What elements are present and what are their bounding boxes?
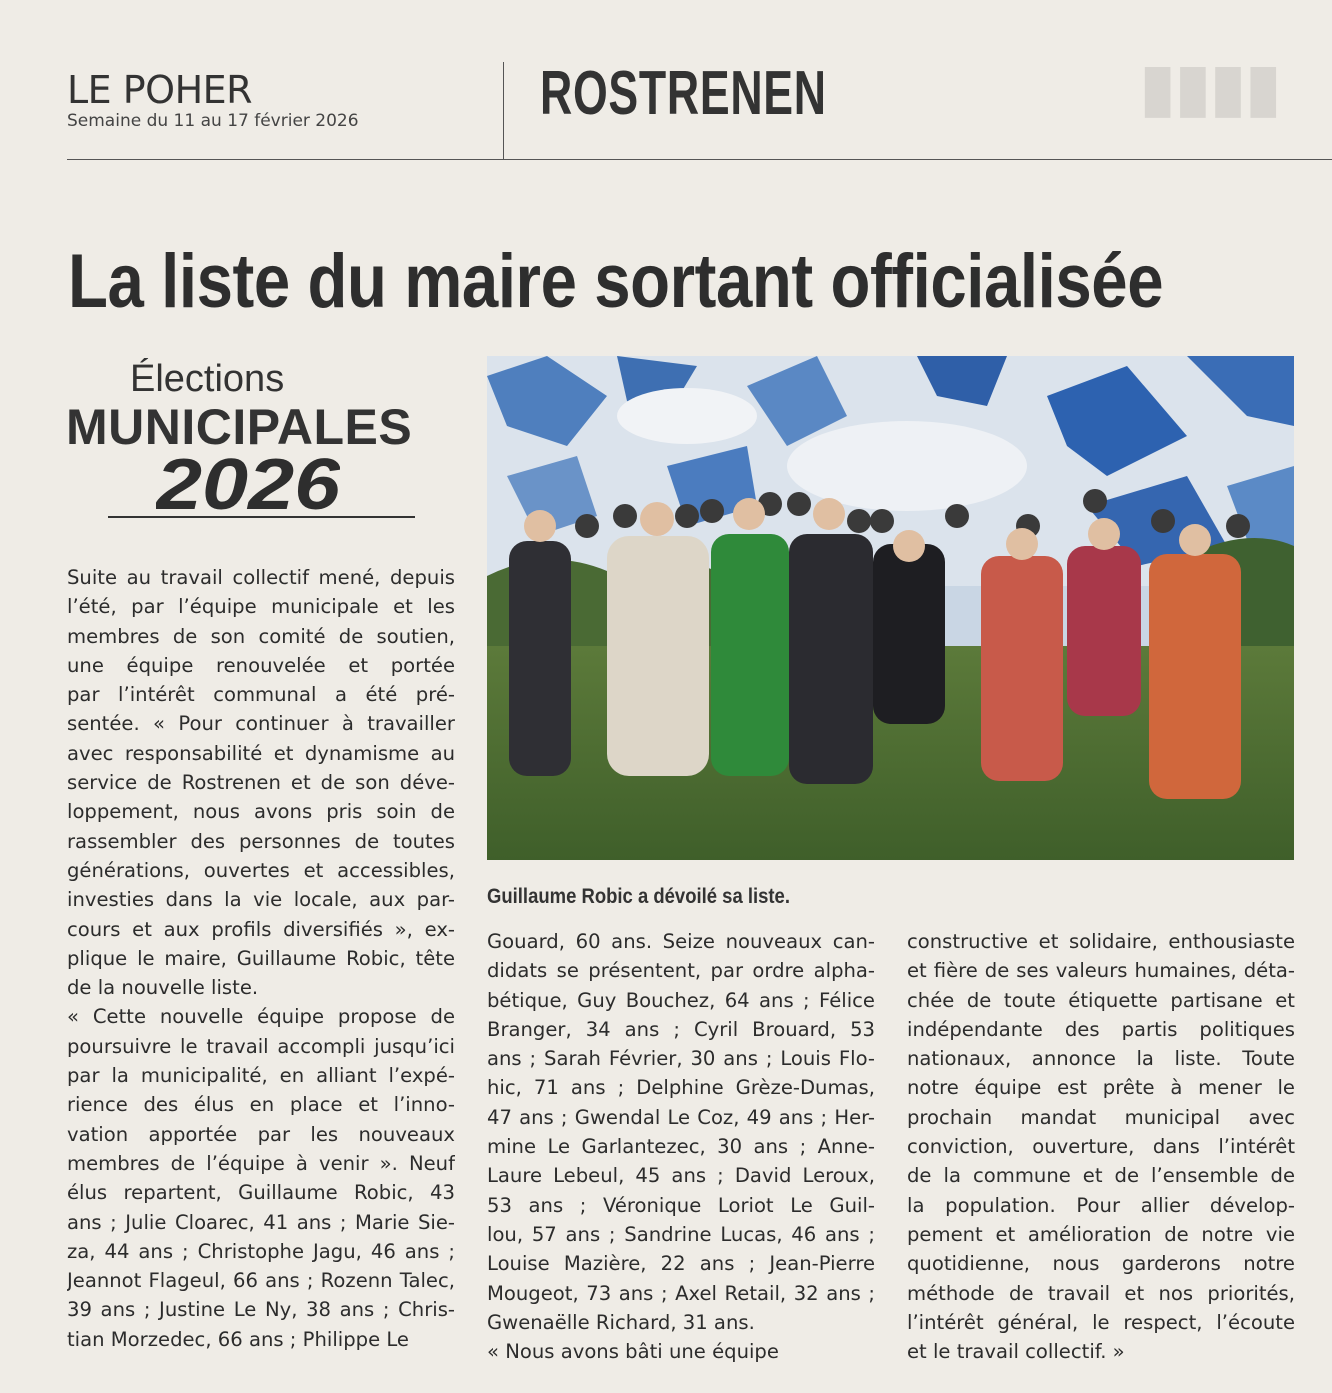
- article-text-line: l’été, par l’équipe municipale et les: [67, 595, 455, 619]
- article-text-line: Laure Lebeul, 45 ans ; David Leroux,: [487, 1164, 875, 1188]
- article-text-line: 53 ans ; Véronique Loriot Le Guil-: [487, 1193, 875, 1217]
- article-text-line: ans ; Julie Cloarec, 41 ans ; Marie Sie-: [67, 1210, 455, 1234]
- article-text-line: et le travail collectif. »: [907, 1340, 1125, 1364]
- article-text-line: élus repartent, Guillaume Robic, 43: [67, 1181, 455, 1205]
- article-text-line: par l’intérêt communal a été pré-: [67, 683, 455, 707]
- article-text-line: vation apportée par les nouveaux: [67, 1122, 455, 1146]
- article-text-line: mine Le Garlantezec, 30 ans ; Anne-: [487, 1135, 875, 1159]
- article-text-line: plique le maire, Guillaume Robic, tête: [67, 946, 455, 970]
- article-text-line: hic, 71 ans ; Delphine Grèze-Dumas,: [487, 1076, 875, 1100]
- article-text-line: pement et amélioration de notre vie: [907, 1222, 1295, 1246]
- photo-caption: Guillaume Robic a dévoilé sa liste.: [487, 885, 790, 908]
- article-text-line: cours et aux profils diversifiés », ex-: [67, 917, 455, 941]
- masthead-divider-horizontal: [67, 159, 1332, 160]
- article-text-line: ans ; Sarah Février, 30 ans ; Louis Flo-: [487, 1047, 875, 1071]
- article-text-line: didats se présentent, par ordre alpha-: [487, 959, 875, 983]
- article-text-line: quotidienne, nous garderons notre: [907, 1252, 1295, 1276]
- show-through-decoration: ▮▮▮▮: [1140, 51, 1281, 123]
- article-text-line: par la municipalité, en alliant l’expé-: [67, 1064, 455, 1088]
- section-title: ROSTRENEN: [540, 59, 827, 128]
- article-text-line: lou, 57 ans ; Sandrine Lucas, 46 ans ;: [487, 1222, 875, 1246]
- publication-name: LE POHER: [67, 68, 253, 112]
- article-text-line: chée de toute étiquette partisane et: [907, 988, 1295, 1012]
- article-text-line: « Nous avons bâti une équipe: [487, 1340, 779, 1364]
- article-text-line: prochain mandat municipal avec: [907, 1105, 1295, 1129]
- article-text-line: tian Morzedec, 66 ans ; Philippe Le: [67, 1327, 409, 1351]
- article-text-line: la population. Pour allier dévelop-: [907, 1193, 1295, 1217]
- article-text-line: notre équipe est prête à mener le: [907, 1076, 1295, 1100]
- article-text-line: poursuivre le travail accompli jusqu’ici: [67, 1034, 455, 1058]
- article-text-line: service de Rostrenen et de son déve-: [67, 771, 455, 795]
- article-text-line: « Cette nouvelle équipe propose de: [67, 1005, 455, 1029]
- badge-elections: Élections: [130, 358, 285, 400]
- article-column-2: [487, 927, 875, 1366]
- article-text-line: loppement, nous avons pris soin de: [67, 800, 455, 824]
- article-text-line: za, 44 ans ; Christophe Jagu, 46 ans ;: [67, 1239, 455, 1263]
- article-text-line: Jeannot Flageul, 66 ans ; Rozenn Talec,: [67, 1269, 455, 1293]
- article-text-line: Gouard, 60 ans. Seize nouveaux can-: [487, 930, 875, 953]
- article-text-line: Mougeot, 73 ans ; Axel Retail, 32 ans ;: [487, 1281, 875, 1305]
- article-text-line: nationaux, annonce la liste. Toute: [907, 1047, 1295, 1071]
- article-text-line: de la nouvelle liste.: [67, 976, 259, 1000]
- article-text-line: générations, ouvertes et accessibles,: [67, 858, 455, 882]
- article-text-line: méthode de travail et nos priorités,: [907, 1281, 1295, 1305]
- badge-underline: [108, 516, 415, 518]
- article-text-line: 47 ans ; Gwendal Le Coz, 49 ans ; Her-: [487, 1105, 875, 1129]
- article-text-line: membres de son comité de soutien,: [67, 624, 455, 648]
- article-text-line: Suite au travail collectif mené, depuis: [67, 566, 455, 589]
- article-text-line: 39 ans ; Justine Le Ny, 38 ans ; Chris-: [67, 1298, 455, 1322]
- article-text-line: indépendante des partis politiques: [907, 1017, 1295, 1041]
- group-photo: [487, 356, 1294, 860]
- article-text-line: sentée. « Pour continuer à travailler: [67, 712, 455, 736]
- article-text-line: conviction, ouverture, dans l’intérêt: [907, 1135, 1295, 1159]
- article-text-line: Branger, 34 ans ; Cyril Brouard, 53: [487, 1017, 875, 1041]
- article-text-line: Louise Mazière, 22 ans ; Jean-Pierre: [487, 1252, 875, 1276]
- article-text-line: avec responsabilité et dynamisme au: [67, 741, 455, 765]
- article-text-line: investies dans la vie locale, aux par-: [67, 888, 455, 912]
- article-text-line: une équipe renouvelée et portée: [67, 653, 455, 677]
- masthead-divider-vertical: [503, 62, 504, 160]
- article-text-line: rassembler des personnes de toutes: [67, 829, 455, 853]
- article-headline: La liste du maire sortant officialisée: [68, 239, 1164, 324]
- badge-year: 2026: [156, 445, 341, 516]
- article-column-3: [907, 927, 1295, 1366]
- article-text-line: constructive et solidaire, enthousiaste: [907, 930, 1295, 953]
- issue-date: Semaine du 11 au 17 février 2026: [67, 111, 359, 131]
- article-text-line: et fière de ses valeurs humaines, déta-: [907, 959, 1295, 983]
- article-text-line: l’intérêt général, le respect, l’écoute: [907, 1310, 1295, 1334]
- badge-municipales: MUNICIPALES: [66, 399, 413, 455]
- article-text-line: Gwenaëlle Richard, 31 ans.: [487, 1310, 755, 1334]
- article-text-line: membres de l’équipe à venir ». Neuf: [67, 1151, 455, 1175]
- article-text-line: bétique, Guy Bouchez, 64 ans ; Félice: [487, 988, 875, 1012]
- article-text-line: de la commune et de l’ensemble de: [907, 1164, 1295, 1188]
- article-column-1: [67, 563, 455, 1354]
- article-text-line: rience des élus en place et l’inno-: [67, 1093, 455, 1117]
